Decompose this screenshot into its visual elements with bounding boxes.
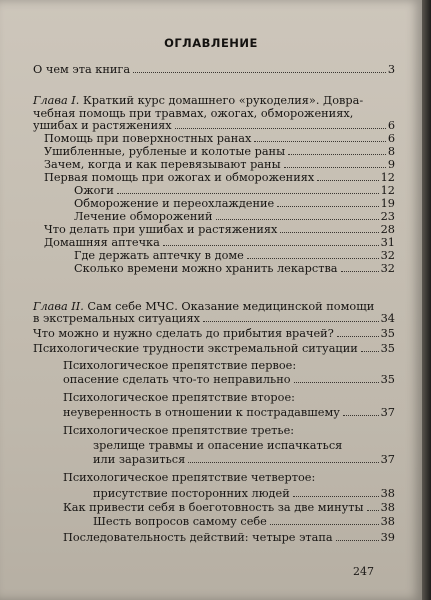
chapter-title-line: в экстремальных ситуациях [33, 312, 200, 325]
toc-entry-text: неуверенность в отношении к пострадавшему [63, 406, 340, 419]
toc-entry-text: О чем эта книга [33, 63, 131, 76]
toc-entry [74, 248, 395, 262]
toc-entry [74, 261, 395, 275]
toc-leader [293, 496, 379, 497]
toc-entry-text: или заразиться [93, 453, 186, 466]
toc-entry [93, 486, 395, 500]
toc-leader [294, 382, 379, 383]
toc-leader [117, 193, 379, 194]
toc-entry-page: 6 [387, 119, 395, 132]
toc-leader [203, 321, 379, 322]
toc-entry-text: Психологическое препятствие первое: [63, 359, 297, 372]
toc-entry-text: Психологическое препятствие четвертое: [63, 471, 316, 484]
toc-entry [74, 183, 395, 197]
toc-entry [63, 405, 395, 419]
toc-entry-text: Ожоги [74, 184, 114, 197]
toc-entry-page: 28 [380, 223, 395, 236]
toc-entry-text: Что можно и нужно сделать до прибытия врачей? [33, 327, 334, 340]
toc-entry [33, 326, 395, 340]
toc-leader [216, 219, 379, 220]
chapter-label: Глава II. [33, 300, 84, 313]
toc-entry-page: 39 [380, 531, 395, 544]
toc-entry-text: Психологическое препятствие второе: [63, 391, 295, 404]
toc-entry-page: 37 [380, 453, 395, 466]
toc-leader [133, 72, 386, 73]
toc-entry-page: 35 [380, 327, 395, 340]
toc-entry-text: Ушибленные, рубленые и колотые раны [44, 145, 286, 158]
toc-leader [343, 415, 379, 416]
toc-leader [337, 336, 379, 337]
toc-leader [361, 351, 379, 352]
toc-leader [270, 524, 379, 525]
toc-entry [93, 452, 395, 466]
toc-entry [63, 500, 395, 514]
toc-entry [44, 170, 395, 184]
chapter-label: Глава I. [33, 94, 80, 107]
toc-entry-page: 37 [380, 406, 395, 419]
toc-entry-text: Что делать при ушибах и растяжениях [44, 223, 278, 236]
toc-entry-page: 6 [387, 132, 395, 145]
toc-entry-page: 12 [380, 171, 395, 184]
toc-entry-text: присутствие посторонних людей [93, 487, 290, 500]
toc-leader [277, 206, 378, 207]
toc-leader [175, 128, 386, 129]
toc-entry [44, 222, 395, 236]
toc-entry-page: 38 [380, 515, 395, 528]
toc-leader [288, 154, 386, 155]
toc-entry-text: Первая помощь при ожогах и обморожениях [44, 171, 315, 184]
toc-entry-text: Зачем, когда и как перевязывают раны [44, 158, 281, 171]
toc-entry-text: Лечение обморожений [74, 210, 213, 223]
toc-entry-page: 3 [387, 63, 395, 76]
toc-entry-text: Психологические трудности экстремальной ситуации [33, 342, 358, 355]
chapter-title-line: чебная помощь при травмах, ожогах, обморожениях, [33, 107, 354, 120]
toc-entry-page: 38 [380, 501, 395, 514]
toc-leader [336, 540, 379, 541]
toc-entry-page: 38 [380, 487, 395, 500]
toc-entry [74, 196, 395, 210]
toc-entry-page: 35 [380, 373, 395, 386]
toc-entry-text: Психологическое препятствие третье: [63, 424, 295, 437]
toc-entry-text: Сколько времени можно хранить лекарства [74, 262, 338, 275]
toc-entry-page: 23 [380, 210, 395, 223]
toc-entry [44, 144, 395, 158]
toc-entry-text: Последовательность действий: четыре этапа [63, 531, 333, 544]
toc-entry [74, 209, 395, 223]
toc-entry-page: 31 [380, 236, 395, 249]
toc-entry-page: 34 [380, 312, 395, 325]
toc-entry-text: Где держать аптечку в доме [74, 249, 244, 262]
toc-entry [33, 311, 395, 325]
toc-entry [33, 341, 395, 355]
toc-leader [367, 510, 379, 511]
toc-entry [44, 235, 395, 249]
toc-entry [33, 62, 395, 76]
toc-entry-text: зрелище травмы и опасение испачкаться [93, 439, 343, 452]
toc-leader [247, 258, 379, 259]
toc-entry-text: Помощь при поверхностных ранах [44, 132, 252, 145]
toc-leader [317, 180, 378, 181]
toc-leader [254, 141, 385, 142]
toc-entry [44, 157, 395, 171]
toc-leader [284, 167, 386, 168]
toc-entry-page: 9 [387, 158, 395, 171]
chapter-title-line: ушибах и растяжениях [33, 119, 172, 132]
toc-leader [280, 232, 378, 233]
page-title: ОГЛАВЛЕНИЕ [164, 36, 258, 50]
toc-entry-page: 8 [387, 145, 395, 158]
toc-entry-page: 19 [380, 197, 395, 210]
toc-entry-page: 32 [380, 262, 395, 275]
toc-entry-text: Домашняя аптечка [44, 236, 160, 249]
toc-entry-page: 35 [380, 342, 395, 355]
toc-entry [63, 372, 395, 386]
toc-entry-page: 12 [380, 184, 395, 197]
toc-entry-text: Обморожение и переохлаждение [74, 197, 275, 210]
toc-entry [33, 118, 395, 132]
toc-entry [93, 514, 395, 528]
toc-entry-text: Шесть вопросов самому себе [93, 515, 267, 528]
toc-entry [63, 530, 395, 544]
chapter-heading [33, 94, 363, 107]
toc-leader [341, 271, 379, 272]
chapter-title-line: Сам себе МЧС. Оказание медицинской помощи [87, 300, 375, 313]
toc-entry [44, 131, 395, 145]
toc-leader [188, 462, 378, 463]
toc-entry-text: Как привести себя в боеготовность за две минуты [63, 501, 364, 514]
toc-leader [163, 245, 379, 246]
book-spine-edge [422, 0, 431, 600]
page-number: 247 [353, 565, 374, 578]
chapter-title-line: Краткий курс домашнего «рукоделия». Довра- [82, 94, 364, 107]
toc-entry-text: опасение сделать что-то неправильно [63, 373, 291, 386]
toc-entry-page: 32 [380, 249, 395, 262]
